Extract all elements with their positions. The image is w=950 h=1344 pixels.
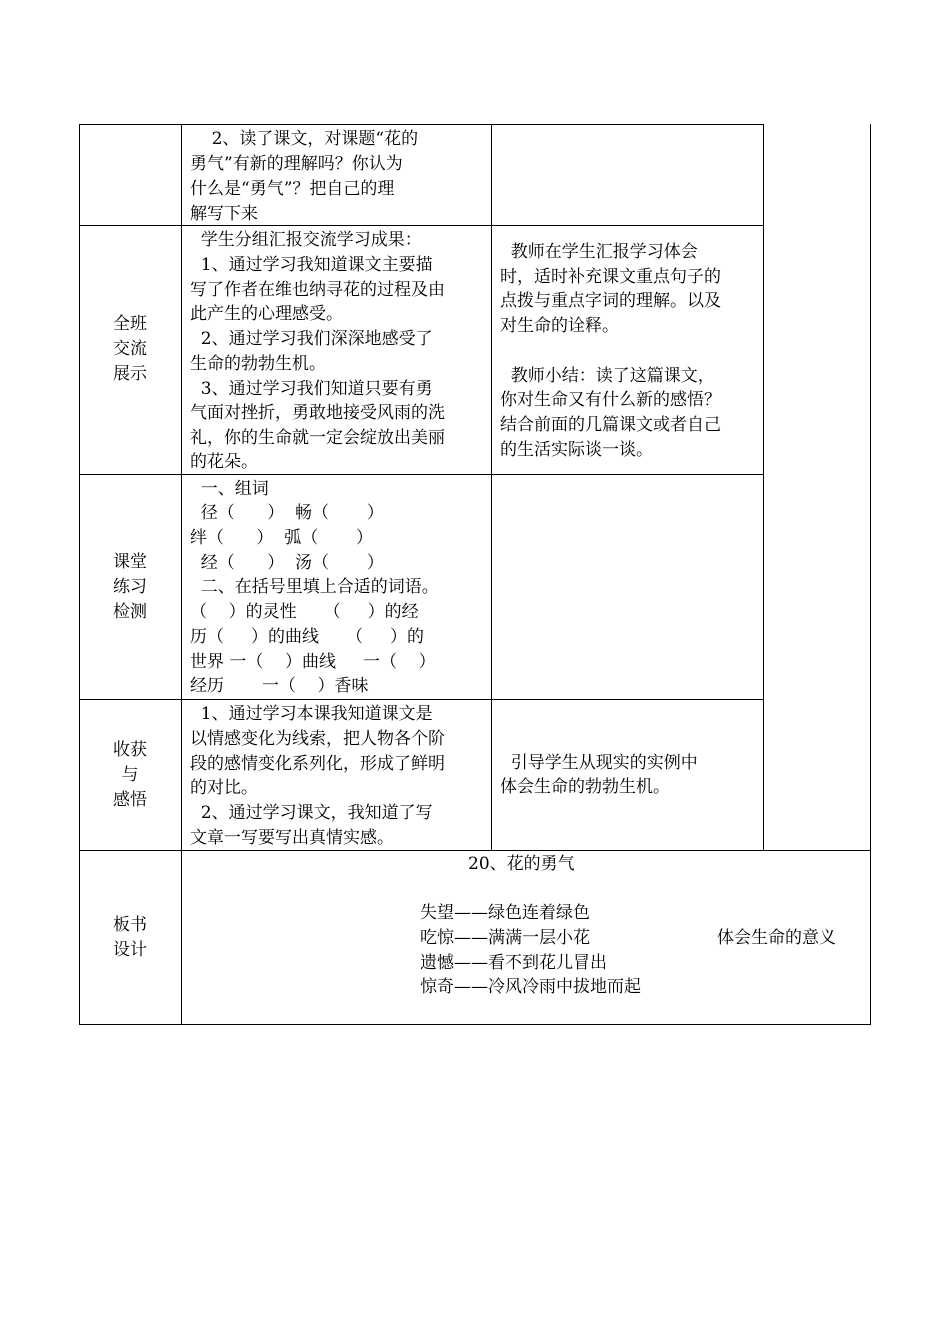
row3-student-line: 二、在括号里填上合适的词语。 bbox=[190, 577, 439, 597]
row3-student-line: 世界 一（ ）曲线 一（ ） bbox=[190, 652, 436, 672]
board-line: 遗憾——看不到花儿冒出 bbox=[420, 953, 607, 973]
row2-student-line: 2、通过学习我们深深地感受了 bbox=[190, 329, 433, 349]
row2-student-line: 生命的勃勃生机。 bbox=[190, 354, 326, 374]
row2-student-line: 3、通过学习我们知道只要有勇 bbox=[190, 379, 433, 399]
row3-student-line: 经历 一（ ）香味 bbox=[190, 676, 369, 696]
row2-teacher-line: 对生命的诠释。 bbox=[500, 316, 619, 336]
row3-student-line: 绊（ ） 弧（ ） bbox=[190, 528, 374, 548]
board-side-note: 体会生命的意义 bbox=[717, 928, 836, 948]
row2-teacher-line: 时，适时补充课文重点句子的 bbox=[500, 267, 721, 287]
row4-student-line: 文章一写要写出真情实感。 bbox=[190, 828, 394, 848]
row2-teacher-line: 教师在学生汇报学习体会 bbox=[500, 242, 698, 262]
row3-student-line: 径（ ） 畅（ ） bbox=[190, 503, 384, 523]
row3-student-line: 历（ ）的曲线 （ ）的 bbox=[190, 627, 425, 647]
row4-student-line: 以情感变化为线索，把人物各个阶 bbox=[190, 729, 445, 749]
row1-student-line: 勇气”有新的理解吗？你认为 bbox=[190, 154, 403, 174]
row2-teacher-line: 的生活实际谈一谈。 bbox=[500, 440, 653, 460]
row4-student-line: 2、通过学习课文，我知道了写 bbox=[190, 803, 433, 823]
table-border-right bbox=[870, 124, 871, 1025]
table-border-row3 bbox=[79, 699, 764, 700]
row3-student-line: （ ）的灵性 （ ）的经 bbox=[190, 602, 419, 622]
board-line: 吃惊——满满一层小花 bbox=[420, 928, 590, 948]
row2-student-line: 1、通过学习我知道课文主要描 bbox=[190, 255, 433, 275]
table-border-col1 bbox=[181, 124, 182, 1025]
row2-student-line: 学生分组汇报交流学习成果： bbox=[190, 230, 422, 250]
board-line: 惊奇——冷风冷雨中拔地而起 bbox=[420, 977, 641, 997]
row2-label: 全班 交流 展示 bbox=[113, 314, 147, 384]
row1-student-line: 解写下来 bbox=[190, 204, 258, 224]
row2-teacher-line: 你对生命又有什么新的感悟？ bbox=[500, 390, 721, 410]
row2-student-line: 写了作者在维也纳寻花的过程及由 bbox=[190, 280, 445, 300]
row4-student-line: 1、通过学习本课我知道课文是 bbox=[190, 704, 433, 724]
board-title: 20、花的勇气 bbox=[468, 854, 575, 874]
table-border-bottom bbox=[79, 1024, 871, 1025]
row1-student-line: 什么是“勇气”？把自己的理 bbox=[190, 179, 395, 199]
row3-student-line: 经（ ） 汤（ ） bbox=[190, 553, 384, 573]
row2-student-line: 气面对挫折，勇敢地接受风雨的洗 bbox=[190, 403, 445, 423]
row4-teacher-line: 引导学生从现实的实例中 bbox=[500, 753, 698, 773]
row2-student-line: 的花朵。 bbox=[190, 452, 258, 472]
row2-student-line: 礼，你的生命就一定会绽放出美丽 bbox=[190, 428, 445, 448]
board-line: 失望——绿色连着绿色 bbox=[420, 903, 590, 923]
row1-student-line: 2、读了课文，对课题“花的 bbox=[190, 129, 419, 149]
row2-teacher-line: 教师小结：读了这篇课文， bbox=[500, 366, 715, 386]
row4-teacher-line: 体会生命的勃勃生机。 bbox=[500, 777, 670, 797]
table-border-row2 bbox=[79, 474, 764, 475]
table-border-col2 bbox=[491, 124, 492, 851]
row4-label: 收获 与 感悟 bbox=[113, 740, 147, 810]
row5-label: 板书 设计 bbox=[113, 915, 147, 960]
row3-label: 课堂 练习 检测 bbox=[113, 552, 147, 622]
table-border-col3 bbox=[763, 124, 764, 851]
table-border-row1 bbox=[79, 225, 764, 226]
row4-student-line: 的对比。 bbox=[190, 778, 258, 798]
row2-teacher-line: 点拨与重点字词的理解。以及 bbox=[500, 291, 721, 311]
row4-student-line: 段的感情变化系列化，形成了鲜明 bbox=[190, 754, 445, 774]
row3-student-line: 一、组词 bbox=[190, 479, 269, 499]
row2-teacher-line: 结合前面的几篇课文或者自己 bbox=[500, 415, 721, 435]
row2-student-line: 此产生的心理感受。 bbox=[190, 304, 343, 324]
table-border-top bbox=[79, 124, 764, 125]
